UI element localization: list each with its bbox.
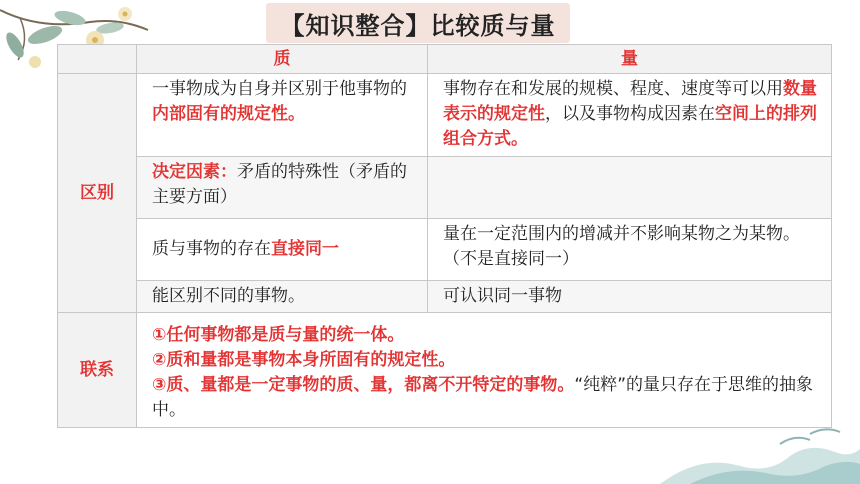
row-label-lianxi: 联系 [58, 313, 137, 428]
highlight: 决定因素： [152, 162, 237, 182]
text: 矛盾的特殊性（矛盾的主要方面） [152, 162, 407, 207]
cell-zhi-determinant [137, 157, 428, 219]
cell-zhi-distinguish: 能区别不同的事物。 [137, 281, 428, 313]
cell-liang-empty [428, 157, 832, 219]
header-corner-cell [58, 45, 137, 74]
cell-liang-cognize: 可认识同一事物 [428, 281, 832, 313]
table-row [58, 74, 832, 157]
table-header-row [58, 45, 832, 74]
lianxi-line-1: ①任何事物都是质与量的统一体。 [152, 325, 405, 345]
table-row [58, 281, 832, 313]
cell-liang-definition [428, 74, 832, 157]
page-title: 【知识整合】比较质与量 [266, 3, 570, 43]
cell-liang-identity: 量在一定范围内的增减并不影响某物之为某物。（不是直接同一） [428, 219, 832, 281]
lianxi-line-3-tail: “纯粹”的量只存在于思维的抽象中。 [152, 375, 814, 420]
cell-lianxi-content [137, 313, 832, 428]
header-zhi: 质 [137, 45, 428, 74]
highlight: 内部固有的规定性。 [152, 104, 305, 124]
header-liang: 量 [428, 45, 832, 74]
text: 事物存在和发展的规模、程度、速度等可以用 [443, 79, 783, 99]
lianxi-line-3: ③质、量都是一定事物的质、量，都离不开特定的事物。 [152, 375, 575, 395]
highlight: 空间上的排列组合方式。 [443, 104, 817, 149]
table-row-lianxi [58, 313, 832, 428]
table-row [58, 219, 832, 281]
text: 一事物成为自身并区别于他事物的 [152, 79, 407, 99]
cell-zhi-identity [137, 219, 428, 281]
table-row [58, 157, 832, 219]
highlight: 直接同一 [271, 239, 339, 259]
cell-zhi-definition [137, 74, 428, 157]
lianxi-line-2: ②质和量都是事物本身所固有的规定性。 [152, 350, 456, 370]
comparison-table [57, 44, 832, 428]
text: 质与事物的存在 [152, 239, 271, 259]
text: ，以及事物构成因素在 [545, 104, 715, 124]
row-label-qubie: 区别 [58, 74, 137, 313]
highlight: 数量表示的规定性 [443, 79, 817, 124]
